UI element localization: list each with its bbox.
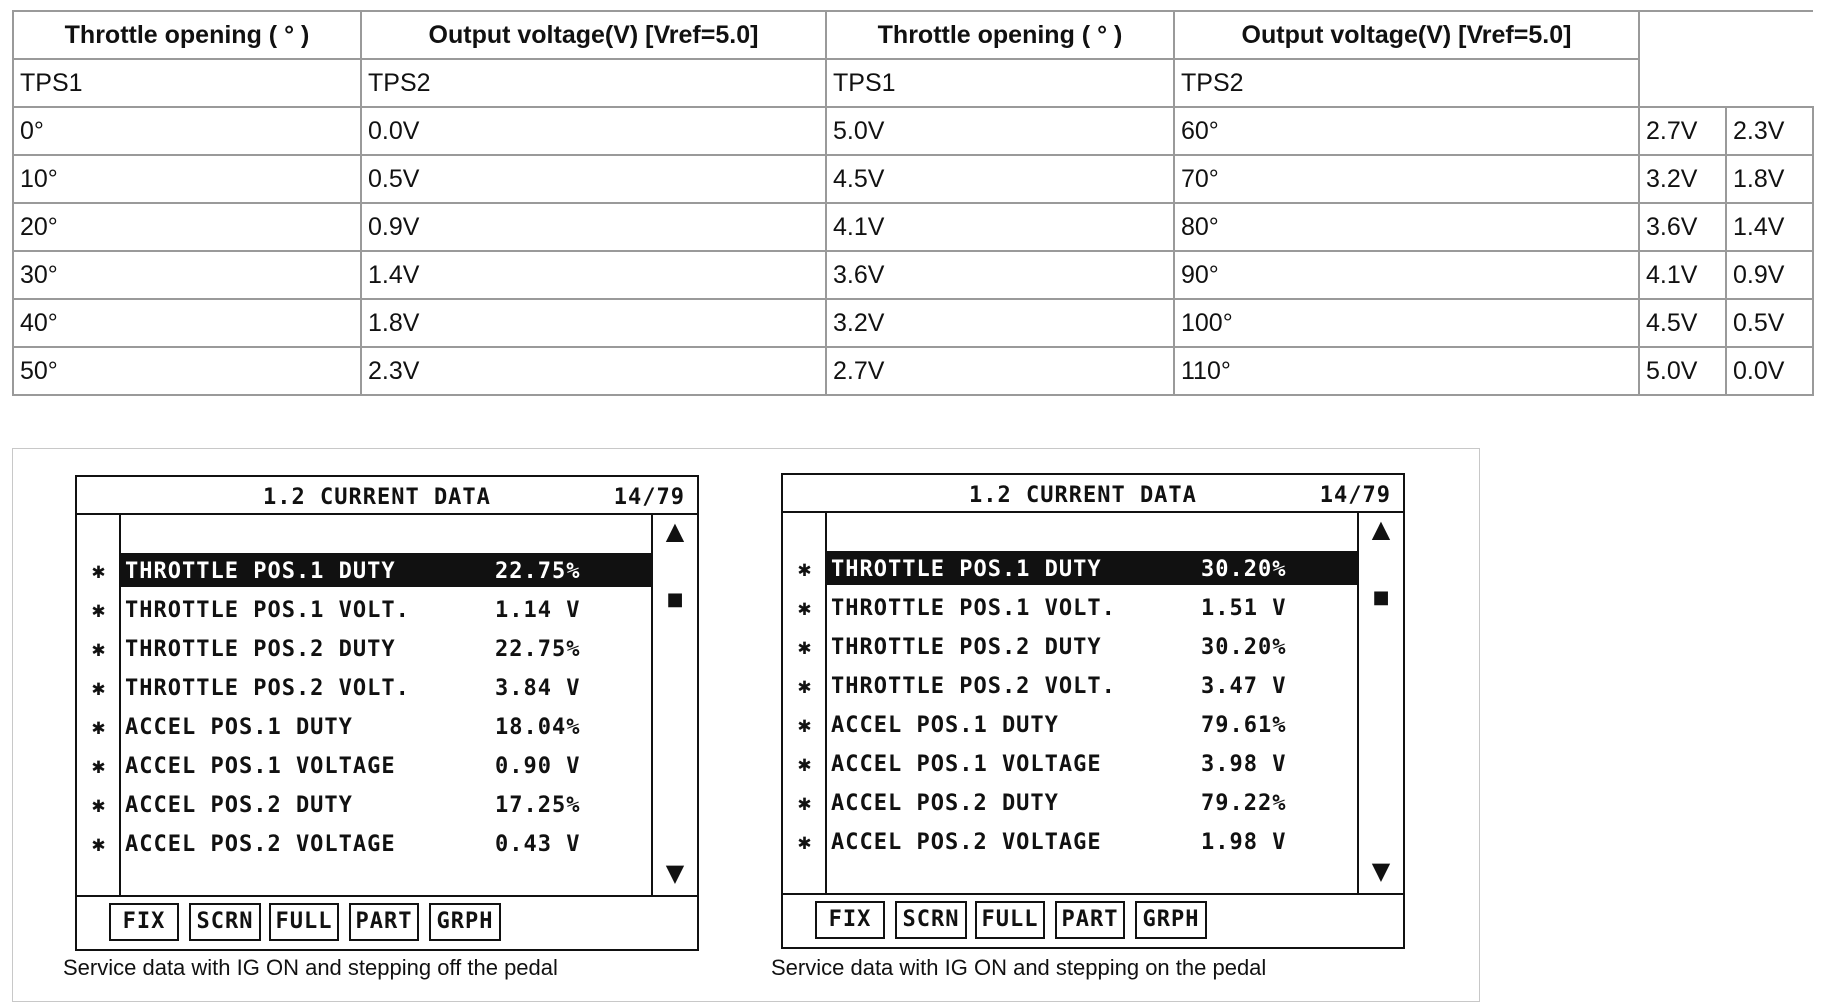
parameter-value: 3.84 V — [495, 676, 581, 701]
parameter-value: 17.25% — [495, 793, 581, 818]
scroll-up-arrow-icon[interactable]: ▲ — [665, 517, 685, 545]
fixed-marker-icon: ✱ — [797, 752, 813, 777]
cell-throttle-deg-a: 50° — [13, 347, 361, 395]
list-item[interactable] — [77, 553, 653, 592]
full-button[interactable]: FULL — [975, 901, 1045, 939]
parameter-value: 30.20% — [1201, 557, 1287, 582]
list-item[interactable] — [783, 629, 1359, 668]
cell-throttle-deg-b: 100° — [1174, 299, 1639, 347]
screen-title: 1.2 CURRENT DATA — [969, 483, 1197, 508]
list-item[interactable] — [77, 592, 653, 631]
cell-tps1-volt-b: 3.2V — [1639, 155, 1726, 203]
grph-button[interactable]: GRPH — [1135, 901, 1207, 939]
parameter-label: ACCEL POS.2 DUTY — [125, 793, 353, 818]
parameter-label: ACCEL POS.1 VOLTAGE — [831, 752, 1102, 777]
list-item[interactable] — [77, 787, 653, 826]
data-list — [77, 553, 653, 865]
list-item[interactable] — [783, 746, 1359, 785]
cell-tps1-volt-b: 2.7V — [1639, 107, 1726, 155]
screen-counter: 14/79 — [1319, 483, 1391, 508]
fixed-marker-icon: ✱ — [91, 715, 107, 740]
fixed-marker-icon: ✱ — [797, 830, 813, 855]
cell-throttle-deg-a: 40° — [13, 299, 361, 347]
scrn-button[interactable]: SCRN — [189, 903, 261, 941]
fixed-marker-icon: ✱ — [797, 635, 813, 660]
table-row — [13, 251, 1813, 299]
parameter-label: THROTTLE POS.2 DUTY — [831, 635, 1102, 660]
parameter-value: 1.14 V — [495, 598, 581, 623]
cell-throttle-deg-a: 10° — [13, 155, 361, 203]
subheader-tps1-a: TPS1 — [13, 59, 361, 107]
scan-screen-pedal-off — [75, 475, 699, 951]
parameter-value: 1.98 V — [1201, 830, 1287, 855]
subheader-tps2-b: TPS2 — [1174, 59, 1639, 107]
list-item[interactable] — [783, 824, 1359, 863]
parameter-value: 79.61% — [1201, 713, 1287, 738]
header-output-voltage-2: Output voltage(V) [Vref=5.0] — [1174, 11, 1639, 59]
header-throttle-opening-2: Throttle opening ( ° ) — [826, 11, 1174, 59]
caption-pedal-off: Service data with IG ON and stepping off the pedal — [63, 955, 558, 980]
parameter-value: 0.90 V — [495, 754, 581, 779]
parameter-label: THROTTLE POS.2 DUTY — [125, 637, 396, 662]
parameter-value: 79.22% — [1201, 791, 1287, 816]
fixed-marker-icon: ✱ — [91, 598, 107, 623]
parameter-value: 18.04% — [495, 715, 581, 740]
cell-throttle-deg-a: 0° — [13, 107, 361, 155]
fixed-marker-icon: ✱ — [91, 637, 107, 662]
cell-tps2-volt-b: 0.0V — [1726, 347, 1813, 395]
cell-tps2-volt-a: 3.6V — [826, 251, 1174, 299]
part-button[interactable]: PART — [349, 903, 419, 941]
cell-tps2-volt-b: 2.3V — [1726, 107, 1813, 155]
header-blank-cell — [1639, 11, 1813, 107]
cell-tps2-volt-a: 4.1V — [826, 203, 1174, 251]
screen-title-bar — [783, 475, 1403, 513]
parameter-label: ACCEL POS.1 DUTY — [125, 715, 353, 740]
parameter-label: ACCEL POS.1 VOLTAGE — [125, 754, 396, 779]
parameter-value: 3.47 V — [1201, 674, 1287, 699]
cell-tps2-volt-b: 0.9V — [1726, 251, 1813, 299]
list-item[interactable] — [783, 551, 1359, 590]
cell-tps2-volt-a: 4.5V — [826, 155, 1174, 203]
cell-tps2-volt-b: 0.5V — [1726, 299, 1813, 347]
cell-tps1-volt-a: 2.3V — [361, 347, 826, 395]
cell-tps2-volt-a: 5.0V — [826, 107, 1174, 155]
cell-tps1-volt-b: 4.5V — [1639, 299, 1726, 347]
header-output-voltage-1: Output voltage(V) [Vref=5.0] — [361, 11, 826, 59]
scan-tool-panel — [12, 448, 1480, 1002]
cell-tps2-volt-b: 1.4V — [1726, 203, 1813, 251]
list-item[interactable] — [77, 631, 653, 670]
list-item[interactable] — [783, 785, 1359, 824]
list-item[interactable] — [783, 590, 1359, 629]
scroll-thumb-icon[interactable]: ■ — [666, 589, 684, 610]
list-item[interactable] — [783, 707, 1359, 746]
scrollbar[interactable] — [651, 515, 697, 895]
cell-throttle-deg-b: 90° — [1174, 251, 1639, 299]
fixed-marker-icon: ✱ — [797, 713, 813, 738]
parameter-label: THROTTLE POS.2 VOLT. — [831, 674, 1116, 699]
cell-tps1-volt-a: 1.8V — [361, 299, 826, 347]
parameter-value: 30.20% — [1201, 635, 1287, 660]
table-row — [13, 107, 1813, 155]
fixed-marker-icon: ✱ — [797, 791, 813, 816]
cell-tps1-volt-a: 0.0V — [361, 107, 826, 155]
parameter-label: ACCEL POS.2 VOLTAGE — [125, 832, 396, 857]
data-list — [783, 551, 1359, 863]
cell-throttle-deg-a: 30° — [13, 251, 361, 299]
parameter-label: ACCEL POS.2 VOLTAGE — [831, 830, 1102, 855]
screen-title-bar — [77, 477, 697, 515]
table-row — [13, 203, 1813, 251]
tps-output-table — [12, 10, 1814, 396]
fixed-marker-icon: ✱ — [91, 754, 107, 779]
function-key-bar — [77, 895, 697, 949]
fixed-marker-icon: ✱ — [91, 676, 107, 701]
list-item[interactable] — [77, 670, 653, 709]
fixed-marker-icon: ✱ — [797, 674, 813, 699]
parameter-label: ACCEL POS.2 DUTY — [831, 791, 1059, 816]
screen-title: 1.2 CURRENT DATA — [263, 485, 491, 510]
scan-screen-pedal-on — [781, 473, 1405, 949]
cell-tps2-volt-a: 2.7V — [826, 347, 1174, 395]
table-subheader-row — [13, 59, 1813, 107]
fixed-marker-icon: ✱ — [797, 596, 813, 621]
parameter-label: THROTTLE POS.2 VOLT. — [125, 676, 410, 701]
cell-throttle-deg-b: 60° — [1174, 107, 1639, 155]
cell-tps1-volt-a: 0.9V — [361, 203, 826, 251]
caption-pedal-on: Service data with IG ON and stepping on the pedal — [771, 955, 1267, 980]
table-header-row — [13, 11, 1813, 59]
table-row — [13, 347, 1813, 395]
scrollbar[interactable] — [1357, 513, 1403, 893]
cell-tps1-volt-a: 1.4V — [361, 251, 826, 299]
fix-button[interactable]: FIX — [815, 901, 885, 939]
subheader-tps2-a: TPS2 — [361, 59, 826, 107]
table-row — [13, 155, 1813, 203]
parameter-value: 22.75% — [495, 559, 581, 584]
fix-button[interactable]: FIX — [109, 903, 179, 941]
screen-counter: 14/79 — [613, 485, 685, 510]
scroll-down-arrow-icon[interactable]: ▼ — [665, 859, 685, 887]
parameter-label: THROTTLE POS.1 DUTY — [125, 559, 396, 584]
cell-throttle-deg-b: 70° — [1174, 155, 1639, 203]
cell-tps2-volt-a: 3.2V — [826, 299, 1174, 347]
fixed-marker-icon: ✱ — [797, 557, 813, 582]
cell-throttle-deg-b: 110° — [1174, 347, 1639, 395]
cell-tps2-volt-b: 1.8V — [1726, 155, 1813, 203]
list-item[interactable] — [77, 748, 653, 787]
fixed-marker-icon: ✱ — [91, 793, 107, 818]
scroll-thumb-icon[interactable]: ■ — [1372, 587, 1390, 608]
table-row — [13, 299, 1813, 347]
scroll-down-arrow-icon[interactable]: ▼ — [1371, 857, 1391, 885]
full-button[interactable]: FULL — [269, 903, 339, 941]
list-item[interactable] — [77, 826, 653, 865]
header-throttle-opening-1: Throttle opening ( ° ) — [13, 11, 361, 59]
part-button[interactable]: PART — [1055, 901, 1125, 939]
list-item[interactable] — [783, 668, 1359, 707]
list-item[interactable] — [77, 709, 653, 748]
grph-button[interactable]: GRPH — [429, 903, 501, 941]
function-key-bar — [783, 893, 1403, 947]
cell-throttle-deg-b: 80° — [1174, 203, 1639, 251]
parameter-label: THROTTLE POS.1 DUTY — [831, 557, 1102, 582]
fixed-marker-icon: ✱ — [91, 832, 107, 857]
fixed-marker-icon: ✱ — [91, 559, 107, 584]
cell-tps1-volt-b: 4.1V — [1639, 251, 1726, 299]
cell-tps1-volt-b: 3.6V — [1639, 203, 1726, 251]
scrn-button[interactable]: SCRN — [895, 901, 967, 939]
parameter-label: THROTTLE POS.1 VOLT. — [831, 596, 1116, 621]
parameter-label: ACCEL POS.1 DUTY — [831, 713, 1059, 738]
cell-tps1-volt-a: 0.5V — [361, 155, 826, 203]
parameter-value: 3.98 V — [1201, 752, 1287, 777]
parameter-value: 0.43 V — [495, 832, 581, 857]
parameter-label: THROTTLE POS.1 VOLT. — [125, 598, 410, 623]
cell-throttle-deg-a: 20° — [13, 203, 361, 251]
parameter-value: 22.75% — [495, 637, 581, 662]
subheader-tps1-b: TPS1 — [826, 59, 1174, 107]
scroll-up-arrow-icon[interactable]: ▲ — [1371, 515, 1391, 543]
parameter-value: 1.51 V — [1201, 596, 1287, 621]
cell-tps1-volt-b: 5.0V — [1639, 347, 1726, 395]
